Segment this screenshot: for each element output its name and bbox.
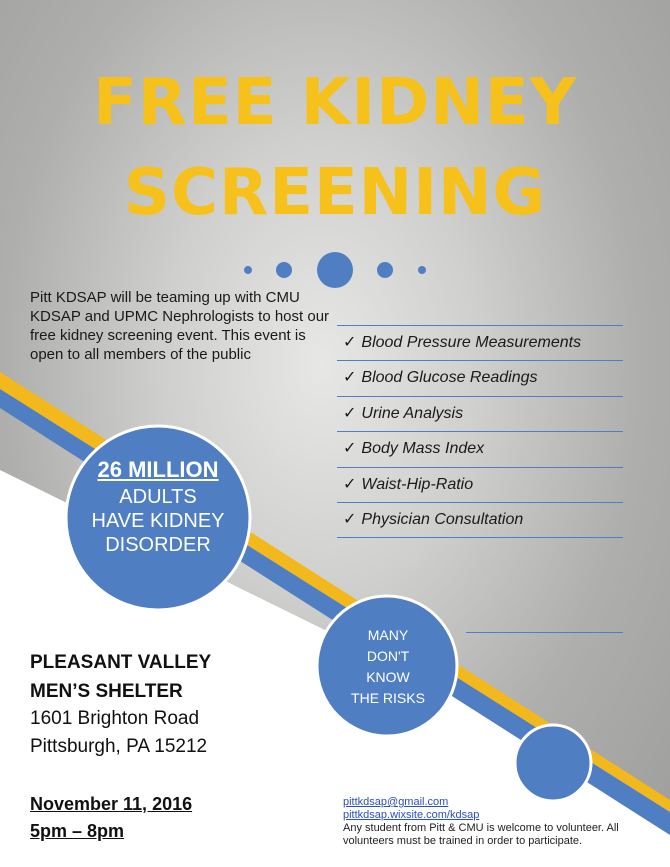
venue-name-line: MEN’S SHELTER xyxy=(30,681,183,702)
stat-line: HAVE KIDNEY xyxy=(91,510,225,532)
venue-address xyxy=(30,705,207,761)
checklist-divider-lower xyxy=(466,632,623,633)
event-datetime xyxy=(30,791,192,845)
check-icon: ✓ xyxy=(343,404,357,422)
venue-name-line: PLEASANT VALLEY xyxy=(30,652,212,673)
stat-line: ADULTS xyxy=(119,486,197,508)
stat-line: DISORDER xyxy=(105,534,211,556)
dot-right-medium xyxy=(377,262,393,278)
check-icon: ✓ xyxy=(343,510,357,528)
checklist-divider xyxy=(337,537,623,538)
risk-line: THE RISKS xyxy=(351,690,425,706)
checklist-item xyxy=(337,396,623,431)
checklist-item xyxy=(337,502,623,537)
checklist-item-label: Blood Glucose Readings xyxy=(361,369,538,387)
risk-line: MANY xyxy=(367,627,409,643)
checklist-item-label: Waist-Hip-Ratio xyxy=(361,475,474,493)
check-icon: ✓ xyxy=(343,334,357,351)
check-icon: ✓ xyxy=(343,475,357,493)
event-time: 5pm – 8pm xyxy=(30,821,125,841)
website-link[interactable]: pittkdsap.wixsite.com/kdsap xyxy=(343,809,480,821)
check-icon: ✓ xyxy=(343,440,357,458)
checklist-item xyxy=(337,467,623,502)
volunteer-note: Any student from Pitt & CMU is welcome to volunteer. All volunteers must be trained in order to participate. xyxy=(343,822,619,847)
title-line-1: FREE KIDNEY xyxy=(93,66,577,140)
risk-line: DON'T xyxy=(366,648,410,664)
checklist-item xyxy=(337,431,623,466)
title-line-2: SCREENING xyxy=(123,156,547,230)
checklist-item xyxy=(337,325,623,360)
checklist-item-label: Urine Analysis xyxy=(361,404,464,422)
risk-circle-text xyxy=(330,625,446,709)
venue-name xyxy=(30,648,211,706)
stat-headline: 26 MILLION xyxy=(97,457,219,482)
intro-text: Pitt KDSAP will be teaming up with CMU KDSAP and UPMC Nephrologists to host our free kidney screening event. This event is open to all members of the public xyxy=(30,289,330,363)
corner-circle xyxy=(515,725,591,801)
checklist-item-label: Physician Consultation xyxy=(361,510,524,528)
dot-center-large xyxy=(317,252,353,288)
checklist-item-label: Blood Pressure Measurements xyxy=(361,334,582,351)
contact-info xyxy=(343,796,643,848)
dot-right-small xyxy=(418,266,426,274)
street-address: 1601 Brighton Road xyxy=(30,708,200,729)
checklist-item xyxy=(337,360,623,395)
dot-left-small xyxy=(244,266,252,274)
risk-line: KNOW xyxy=(366,669,410,685)
event-date: November 11, 2016 xyxy=(30,794,193,814)
stat-circle-text xyxy=(63,458,253,557)
email-link[interactable]: pittkdsap@gmail.com xyxy=(343,796,449,808)
checklist-item-label: Body Mass Index xyxy=(361,440,485,458)
services-checklist xyxy=(337,325,623,537)
check-icon: ✓ xyxy=(343,369,357,387)
dot-left-medium xyxy=(276,262,292,278)
city-address: Pittsburgh, PA 15212 xyxy=(30,736,208,757)
